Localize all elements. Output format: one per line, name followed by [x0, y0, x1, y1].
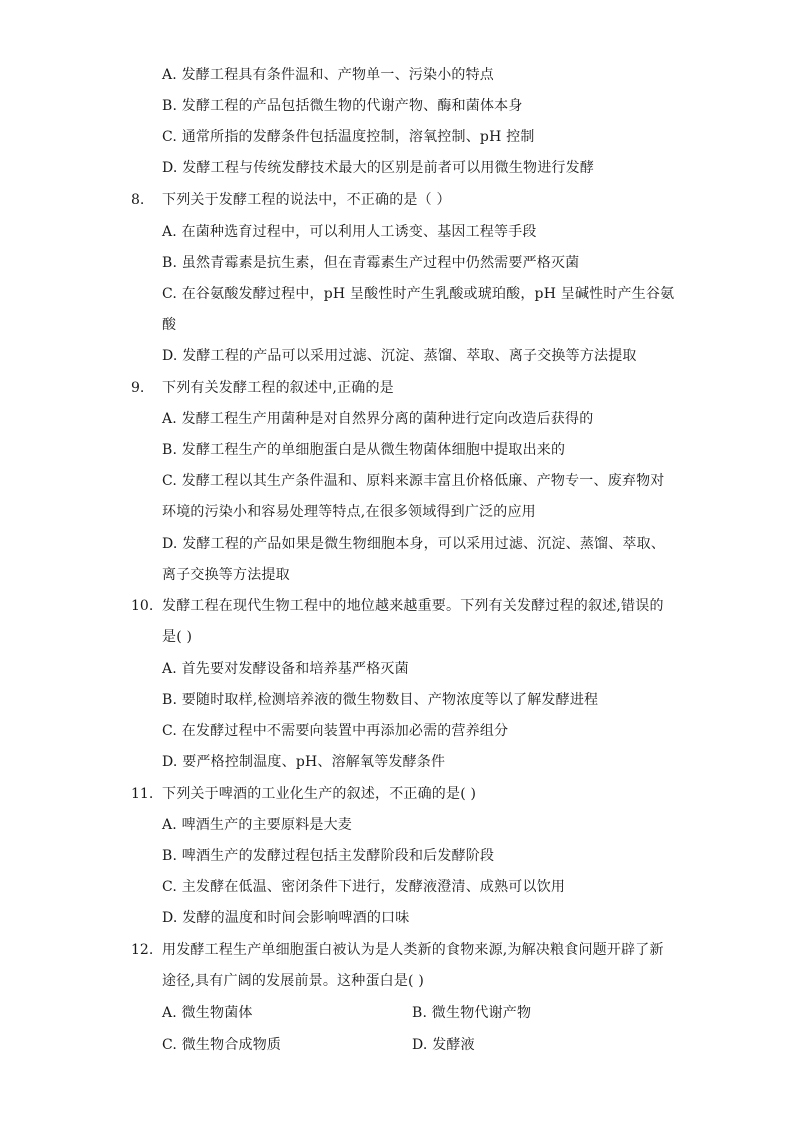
option-a: A. 啤酒生产的主要原料是大麦: [162, 817, 353, 833]
question-number: 11.: [131, 786, 154, 802]
option-b: B. 微生物代谢产物: [412, 1005, 532, 1021]
option-a: A. 发酵工程生产用菌种是对自然界分离的菌种进行定向改造后获得的: [162, 411, 594, 427]
option-c-continued: 环境的污染小和容易处理等特点,在很多领域得到广泛的应用: [162, 504, 536, 520]
prev-option-b: B. 发酵工程的产品包括微生物的代谢产物、酶和菌体本身: [162, 98, 523, 114]
question-number: 10.: [131, 598, 154, 614]
question-stem: 发酵工程在现代生物工程中的地位越来越重要。下列有关发酵过程的叙述,错误的: [162, 598, 664, 614]
question-number: 9.: [131, 380, 145, 396]
question-stem: 用发酵工程生产单细胞蛋白被认为是人类新的食物来源,为解决粮食问题开辟了新: [162, 942, 664, 958]
option-d: D. 发酵工程的产品可以采用过滤、沉淀、蒸馏、萃取、离子交换等方法提取: [162, 348, 637, 364]
question-number: 12.: [131, 942, 154, 958]
option-d-continued: 离子交换等方法提取: [162, 567, 290, 583]
prev-option-a: A. 发酵工程具有条件温和、产物单一、污染小的特点: [162, 67, 495, 83]
question-stem: 下列关于啤酒的工业化生产的叙述，不正确的是( ): [162, 786, 477, 802]
option-b: B. 虽然青霉素是抗生素，但在青霉素生产过程中仍然需要严格灭菌: [162, 255, 580, 271]
question-stem-continued: 途径,具有广阔的发展前景。这种蛋白是( ): [162, 973, 425, 989]
option-b: B. 发酵工程生产的单细胞蛋白是从微生物菌体细胞中提取出来的: [162, 442, 566, 458]
option-c: C. 在谷氨酸发酵过程中，pH 呈酸性时产生乳酸或琥珀酸，pH 呈碱性时产生谷氨: [162, 286, 675, 302]
option-b: B. 啤酒生产的发酵过程包括主发酵阶段和后发酵阶段: [162, 848, 495, 864]
option-a: A. 在菌种选育过程中，可以利用人工诱变、基因工程等手段: [162, 224, 537, 240]
question-stem-continued: 是( ): [162, 629, 193, 645]
question-number: 8.: [131, 192, 145, 208]
option-a: A. 微生物菌体: [162, 1005, 253, 1021]
option-c: C. 发酵工程以其生产条件温和、原料来源丰富且价格低廉、产物专一、废弃物对: [162, 473, 665, 489]
option-c-continued: 酸: [162, 317, 177, 333]
prev-option-d: D. 发酵工程与传统发酵技术最大的区别是前者可以用微生物进行发酵: [162, 160, 595, 176]
option-d: D. 发酵工程的产品如果是微生物细胞本身，可以采用过滤、沉淀、蒸馏、萃取、: [162, 536, 666, 552]
option-c: C. 主发酵在低温、密闭条件下进行，发酵液澄清、成熟可以饮用: [162, 879, 566, 895]
question-stem: 下列有关发酵工程的叙述中,正确的是: [162, 380, 394, 396]
prev-option-c: C. 通常所指的发酵条件包括温度控制，溶氧控制、pH 控制: [162, 129, 535, 145]
option-a: A. 首先要对发酵设备和培养基严格灭菌: [162, 661, 409, 677]
option-d: D. 发酵液: [412, 1037, 475, 1053]
option-d: D. 要严格控制温度、pH、溶解氧等发酵条件: [162, 754, 446, 770]
question-stem: 下列关于发酵工程的说法中，不正确的是（ ）: [162, 192, 451, 208]
option-c: C. 在发酵过程中不需要向装置中再添加必需的营养组分: [162, 723, 509, 739]
option-d: D. 发酵的温度和时间会影响啤酒的口味: [162, 910, 410, 926]
option-c: C. 微生物合成物质: [162, 1037, 282, 1053]
option-b: B. 要随时取样,检测培养液的微生物数目、产物浓度等以了解发酵进程: [162, 692, 599, 708]
